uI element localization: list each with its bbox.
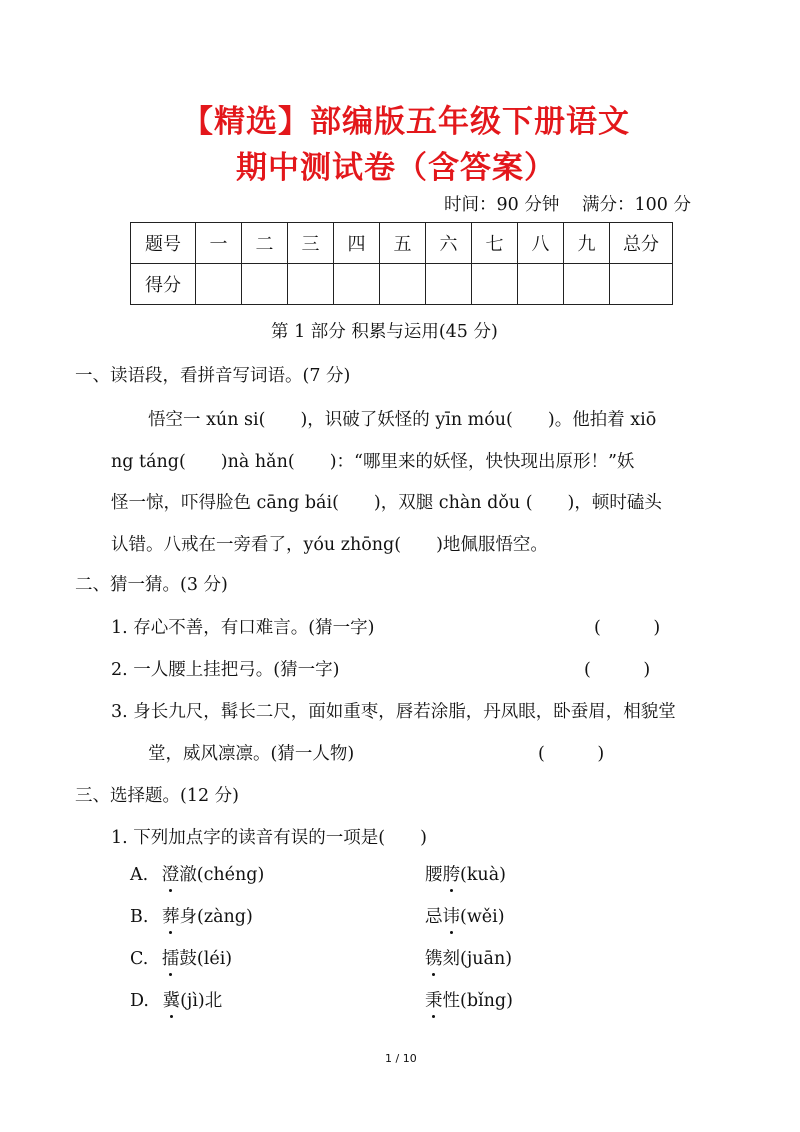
option-d-right — [425, 987, 513, 1012]
q1-line-3: 怪一惊，吓得脸色 cāng bái( )，双腿 chàn dǒu ( )，顿时磕头 — [111, 493, 662, 513]
q1-line-4: 认错。八戒在一旁看了，yóu zhōng( )地佩服悟空。 — [111, 535, 548, 555]
option-text: 忌 — [425, 907, 443, 927]
page-title-line1: 【精选】部编版五年级下册语文 — [182, 104, 630, 140]
option-text: 刻(juān) — [442, 949, 513, 969]
score-table-score-row — [131, 264, 673, 305]
q2-item-3-cont: 堂，威风凛凛。(猜一人物) — [148, 744, 355, 764]
q3-heading: 三、选择题。(12 分) — [75, 786, 239, 806]
option-c[interactable] — [130, 945, 232, 970]
score-input-cell[interactable] — [380, 264, 426, 305]
table-cell: 一 — [196, 223, 242, 264]
option-label: C. — [130, 949, 149, 969]
option-c-right — [425, 945, 512, 970]
dotted-char: 讳 — [443, 903, 461, 928]
table-cell: 得分 — [131, 264, 196, 305]
option-text: 性(bǐng) — [442, 991, 513, 1011]
score-input-cell[interactable] — [564, 264, 610, 305]
option-label: D. — [130, 991, 149, 1011]
q1-line-1: 悟空一 xún si( )，识破了妖怪的 yīn móu( )。他拍着 xiō — [148, 410, 657, 430]
option-d[interactable] — [130, 987, 222, 1012]
exam-time: 时间：90 分钟 — [444, 195, 560, 215]
dotted-char: 镌 — [425, 945, 443, 970]
q2-item-3-blank[interactable]: ( ) — [538, 744, 605, 764]
page-number: 1 / 10 — [385, 1052, 417, 1065]
table-cell: 九 — [564, 223, 610, 264]
table-cell: 五 — [380, 223, 426, 264]
q2-item-2: 2. 一人腰上挂把弓。(猜一字) — [111, 660, 340, 680]
option-label: A. — [130, 865, 149, 885]
score-input-cell[interactable] — [288, 264, 334, 305]
dotted-char: 秉 — [425, 987, 443, 1012]
option-text: 澈(chéng) — [179, 865, 265, 885]
option-text: 腰 — [425, 865, 443, 885]
option-text: (jì)北 — [180, 991, 223, 1011]
option-text: (kuà) — [460, 865, 506, 885]
q2-heading: 二、猜一猜。(3 分) — [75, 575, 228, 595]
table-cell: 七 — [472, 223, 518, 264]
q2-item-1-blank[interactable]: ( ) — [594, 618, 661, 638]
part1-heading: 第 1 部分 积累与运用(45 分) — [271, 322, 498, 342]
table-cell: 六 — [426, 223, 472, 264]
table-cell: 二 — [242, 223, 288, 264]
q3-stem: 1. 下列加点字的读音有误的一项是( ) — [111, 828, 427, 848]
dotted-char: 澄 — [162, 861, 180, 886]
table-cell: 四 — [334, 223, 380, 264]
score-input-cell[interactable] — [426, 264, 472, 305]
q1-line-2: ng táng( )nà hǎn( )：“哪里来的妖怪，快快现出原形！”妖 — [111, 452, 635, 472]
score-input-cell[interactable] — [196, 264, 242, 305]
table-cell: 三 — [288, 223, 334, 264]
score-input-cell[interactable] — [472, 264, 518, 305]
dotted-char: 胯 — [443, 861, 461, 886]
score-table-header-row — [131, 223, 673, 264]
dotted-char: 冀 — [163, 987, 181, 1012]
option-text: 身(zàng) — [179, 907, 253, 927]
score-table — [130, 222, 673, 305]
q2-item-3: 3. 身长九尺，髯长二尺，面如重枣，唇若涂脂，丹凤眼，卧蚕眉，相貌堂 — [111, 702, 676, 722]
option-a-right — [425, 861, 506, 886]
option-text: (wěi) — [460, 907, 505, 927]
table-cell: 总分 — [610, 223, 673, 264]
page-title-line2: 期中测试卷（含答案） — [236, 150, 556, 186]
option-b[interactable] — [130, 903, 253, 928]
table-cell: 题号 — [131, 223, 196, 264]
q1-heading: 一、读语段，看拼音写词语。(7 分) — [75, 366, 351, 386]
full-score: 满分：100 分 — [582, 195, 691, 215]
score-input-cell[interactable] — [242, 264, 288, 305]
option-b-right — [425, 903, 505, 928]
option-label: B. — [130, 907, 149, 927]
dotted-char: 葬 — [162, 903, 180, 928]
q2-item-2-blank[interactable]: ( ) — [584, 660, 651, 680]
score-input-cell[interactable] — [610, 264, 673, 305]
dotted-char: 擂 — [162, 945, 180, 970]
table-cell: 八 — [518, 223, 564, 264]
option-text: 鼓(léi) — [179, 949, 233, 969]
score-input-cell[interactable] — [518, 264, 564, 305]
q2-item-1: 1. 存心不善，有口难言。(猜一字) — [111, 618, 375, 638]
score-input-cell[interactable] — [334, 264, 380, 305]
option-a[interactable] — [130, 861, 264, 886]
